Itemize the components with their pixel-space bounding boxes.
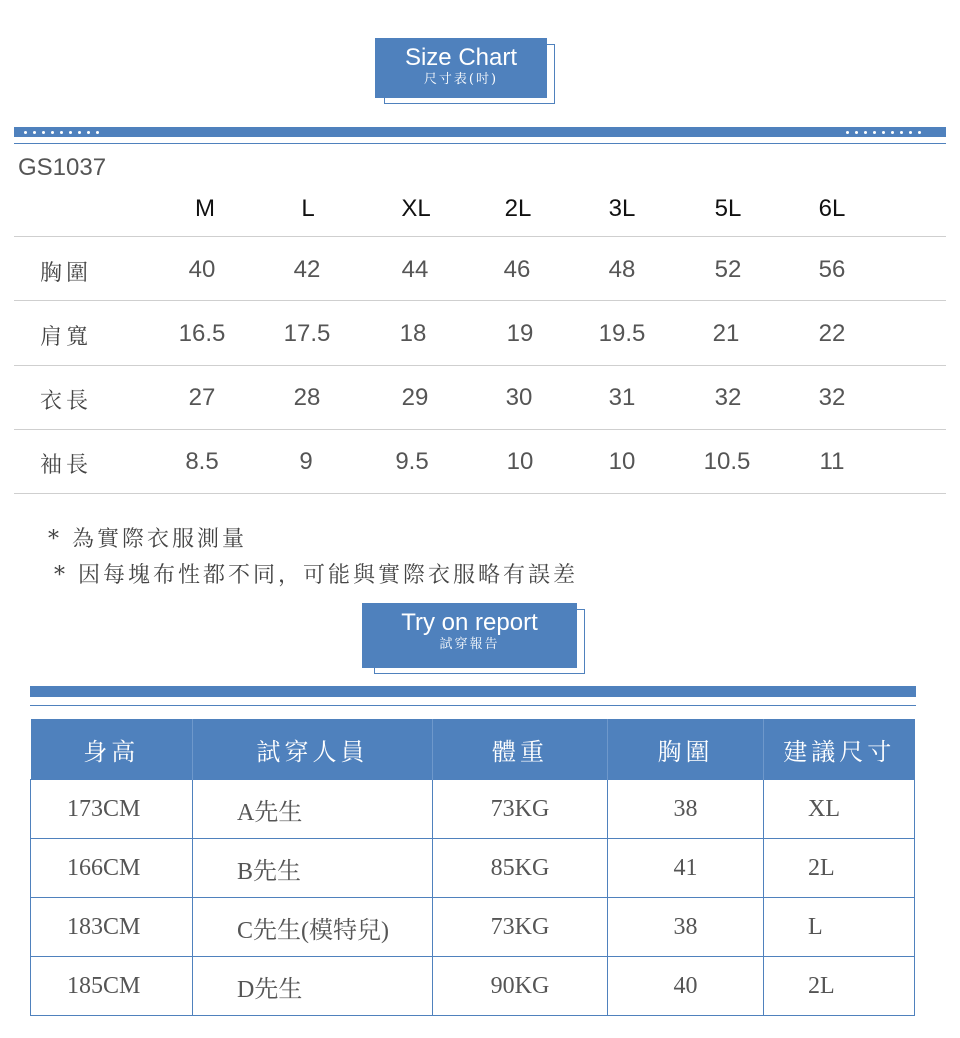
cell-chest: 41 bbox=[608, 839, 764, 898]
cell-weight: 73KG bbox=[433, 898, 608, 957]
size-cell: 19.5 bbox=[598, 320, 646, 347]
product-code: GS1037 bbox=[18, 154, 107, 181]
cell-weight: 90KG bbox=[433, 957, 608, 1016]
size-cell: 46 bbox=[503, 256, 531, 283]
cell-wearer: C先生(模特兒) bbox=[193, 898, 433, 957]
size-cell: 31 bbox=[608, 384, 636, 411]
measurement-note: * 為實際衣服測量 bbox=[48, 527, 247, 552]
cell-height: 185CM bbox=[31, 957, 193, 1016]
header-wearer: 試穿人員 bbox=[193, 719, 433, 780]
size-divider bbox=[14, 365, 946, 366]
cell-height: 173CM bbox=[31, 780, 193, 839]
table-row bbox=[31, 898, 915, 957]
size-cell: 48 bbox=[608, 256, 636, 283]
cell-height: 183CM bbox=[31, 898, 193, 957]
size-header: XL bbox=[401, 195, 431, 222]
cell-wearer: A先生 bbox=[193, 780, 433, 839]
tryon-badge bbox=[362, 603, 577, 668]
size-cell: 32 bbox=[714, 384, 742, 411]
tryon-divider-line bbox=[30, 705, 916, 706]
size-cell: 52 bbox=[714, 256, 742, 283]
tryon-header-row bbox=[31, 719, 915, 780]
cell-chest: 38 bbox=[608, 780, 764, 839]
table-row bbox=[31, 839, 915, 898]
size-chart-badge bbox=[375, 38, 547, 98]
size-cell: 19 bbox=[506, 320, 534, 347]
size-row-sleeve bbox=[0, 448, 960, 488]
size-cell: 16.5 bbox=[178, 320, 226, 347]
size-header: M bbox=[195, 195, 215, 222]
size-divider bbox=[14, 236, 946, 237]
tryon-table bbox=[30, 719, 915, 1016]
cell-weight: 73KG bbox=[433, 780, 608, 839]
size-cell: 32 bbox=[818, 384, 846, 411]
tryon-title: Try on report bbox=[401, 609, 538, 636]
size-cell: 29 bbox=[401, 384, 429, 411]
table-row bbox=[31, 957, 915, 1016]
cell-size: XL bbox=[764, 780, 915, 839]
header-height: 身高 bbox=[31, 719, 193, 780]
size-divider bbox=[14, 300, 946, 301]
row-label: 袖長 bbox=[40, 453, 93, 478]
size-cell: 9.5 bbox=[395, 448, 429, 475]
size-header: L bbox=[301, 195, 315, 222]
top-divider-line bbox=[14, 143, 946, 144]
size-header: 5L bbox=[714, 195, 742, 222]
header-weight: 體重 bbox=[433, 719, 608, 780]
size-cell: 44 bbox=[401, 256, 429, 283]
size-cell: 40 bbox=[188, 256, 216, 283]
fabric-note: * 因每塊布性都不同，可能與實際衣服略有誤差 bbox=[54, 563, 578, 588]
size-cell: 30 bbox=[505, 384, 533, 411]
size-row-chest bbox=[0, 256, 960, 296]
cell-height: 166CM bbox=[31, 839, 193, 898]
row-label: 胸圍 bbox=[40, 261, 93, 286]
top-divider-dots-right bbox=[846, 127, 921, 137]
cell-size: 2L bbox=[764, 839, 915, 898]
size-cell: 9 bbox=[299, 448, 313, 475]
tryon-divider-bar bbox=[30, 686, 916, 697]
size-header: 3L bbox=[608, 195, 636, 222]
size-cell: 56 bbox=[818, 256, 846, 283]
size-cell: 10.5 bbox=[703, 448, 751, 475]
size-header-row bbox=[0, 195, 960, 225]
cell-weight: 85KG bbox=[433, 839, 608, 898]
size-cell: 42 bbox=[293, 256, 321, 283]
cell-size: 2L bbox=[764, 957, 915, 1016]
size-cell: 8.5 bbox=[185, 448, 219, 475]
size-chart-subtitle: 尺寸表(吋) bbox=[423, 72, 499, 87]
cell-wearer: B先生 bbox=[193, 839, 433, 898]
size-cell: 22 bbox=[818, 320, 846, 347]
size-divider bbox=[14, 429, 946, 430]
size-row-shoulder bbox=[0, 320, 960, 360]
size-cell: 21 bbox=[712, 320, 740, 347]
cell-wearer: D先生 bbox=[193, 957, 433, 1016]
top-divider-dots-left bbox=[24, 127, 99, 137]
size-cell: 18 bbox=[399, 320, 427, 347]
top-divider-bar bbox=[14, 127, 946, 137]
size-cell: 10 bbox=[608, 448, 636, 475]
header-suggested-size: 建議尺寸 bbox=[764, 719, 915, 780]
size-cell: 11 bbox=[819, 448, 845, 475]
size-cell: 27 bbox=[188, 384, 216, 411]
table-row bbox=[31, 780, 915, 839]
cell-chest: 40 bbox=[608, 957, 764, 1016]
size-cell: 10 bbox=[506, 448, 534, 475]
header-chest: 胸圍 bbox=[608, 719, 764, 780]
size-header: 2L bbox=[504, 195, 532, 222]
row-label: 肩寬 bbox=[40, 325, 93, 350]
cell-size: L bbox=[764, 898, 915, 957]
size-chart-title: Size Chart bbox=[404, 44, 518, 71]
size-header: 6L bbox=[818, 195, 846, 222]
size-cell: 17.5 bbox=[283, 320, 331, 347]
row-label: 衣長 bbox=[40, 389, 93, 414]
size-divider bbox=[14, 493, 946, 494]
size-cell: 28 bbox=[293, 384, 321, 411]
size-row-length bbox=[0, 384, 960, 424]
tryon-subtitle: 試穿報告 bbox=[439, 637, 500, 652]
cell-chest: 38 bbox=[608, 898, 764, 957]
